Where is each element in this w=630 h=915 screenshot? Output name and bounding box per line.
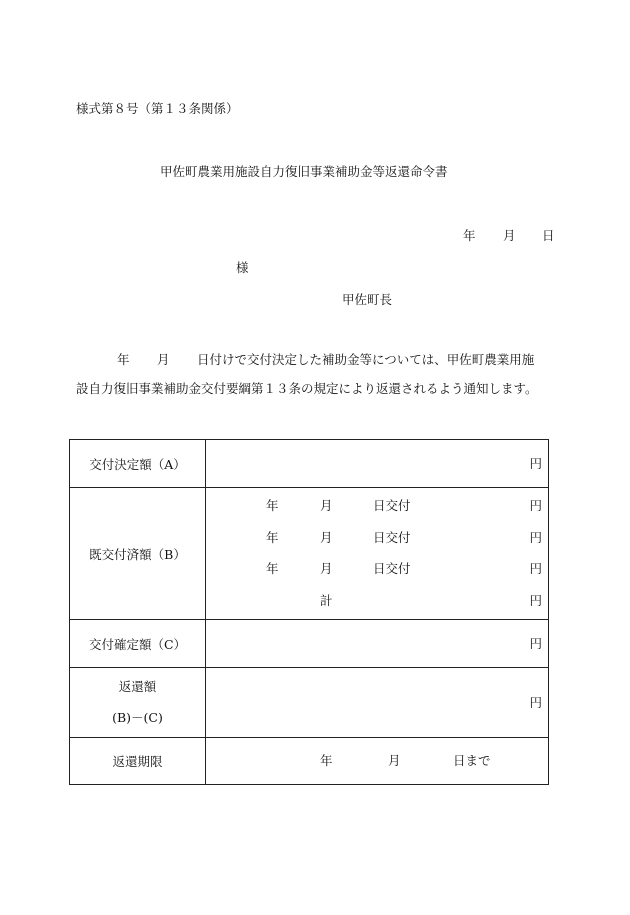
paid-row-1-day: 日交付: [373, 498, 411, 513]
decided-amount-cell: [206, 440, 549, 488]
paid-row-3-day: 日交付: [373, 561, 411, 576]
confirmed-amount-cell: [206, 620, 549, 668]
decided-amount-unit: 円: [529, 456, 542, 471]
form-number: 様式第８号（第１３条関係）: [76, 101, 239, 116]
paid-amount-label: 既交付済額（B）: [70, 488, 206, 620]
confirmed-amount-unit: 円: [529, 636, 542, 651]
paid-row-1-month: 月: [320, 498, 333, 513]
paid-total-unit: 円: [529, 593, 542, 608]
refund-table: [69, 439, 549, 785]
paid-row-3-year: 年: [266, 561, 279, 576]
confirmed-amount-label: 交付確定額（C）: [70, 620, 206, 668]
deadline-month: 月: [388, 753, 401, 768]
issue-month-label: 月: [503, 228, 516, 243]
refund-amount-label-line-2: (B)－(C): [112, 709, 163, 725]
paid-amount-row: [70, 488, 549, 620]
paid-row-2-unit: 円: [529, 530, 542, 545]
paid-row-2-day: 日交付: [373, 530, 411, 545]
recipient-honorific: 様: [236, 260, 249, 275]
refund-amount-label-line-1: 返還額: [118, 679, 157, 694]
paid-row-3-unit: 円: [529, 561, 542, 576]
document-title: 甲佐町農業用施設自力復旧事業補助金等返還命令書: [160, 164, 448, 179]
paid-amount-cell: [206, 488, 549, 620]
paid-row-1-year: 年: [266, 498, 279, 513]
body-line-2: 設自力復旧事業補助金交付要綱第１３条の規定により返還されるよう通知します。: [76, 381, 538, 396]
deadline-label: 返還期限: [70, 738, 206, 785]
issuer-name: 甲佐町長: [342, 292, 393, 307]
decided-amount-label: 交付決定額（A）: [70, 440, 206, 488]
deadline-until: 日まで: [453, 753, 491, 768]
issue-day-label: 日: [542, 228, 555, 243]
paid-row-2-year: 年: [266, 530, 279, 545]
refund-amount-label: [70, 668, 206, 738]
body-year-label: 年: [117, 352, 130, 367]
body-month-label: 月: [157, 352, 170, 367]
paid-total-label: 計: [320, 593, 333, 608]
refund-amount-unit: 円: [529, 695, 542, 710]
deadline-year: 年: [320, 753, 333, 768]
paid-row-3-month: 月: [320, 561, 333, 576]
refund-amount-row: [70, 668, 549, 738]
decided-amount-row: [70, 440, 549, 488]
body-line-1-text: 日付けで交付決定した補助金等については、甲佐町農業用施: [197, 352, 535, 367]
deadline-cell: [206, 738, 549, 785]
deadline-row: [70, 738, 549, 785]
paid-row-1-unit: 円: [529, 498, 542, 513]
issue-year-label: 年: [463, 228, 476, 243]
paid-row-2-month: 月: [320, 530, 333, 545]
confirmed-amount-row: [70, 620, 549, 668]
refund-amount-cell: [206, 668, 549, 738]
